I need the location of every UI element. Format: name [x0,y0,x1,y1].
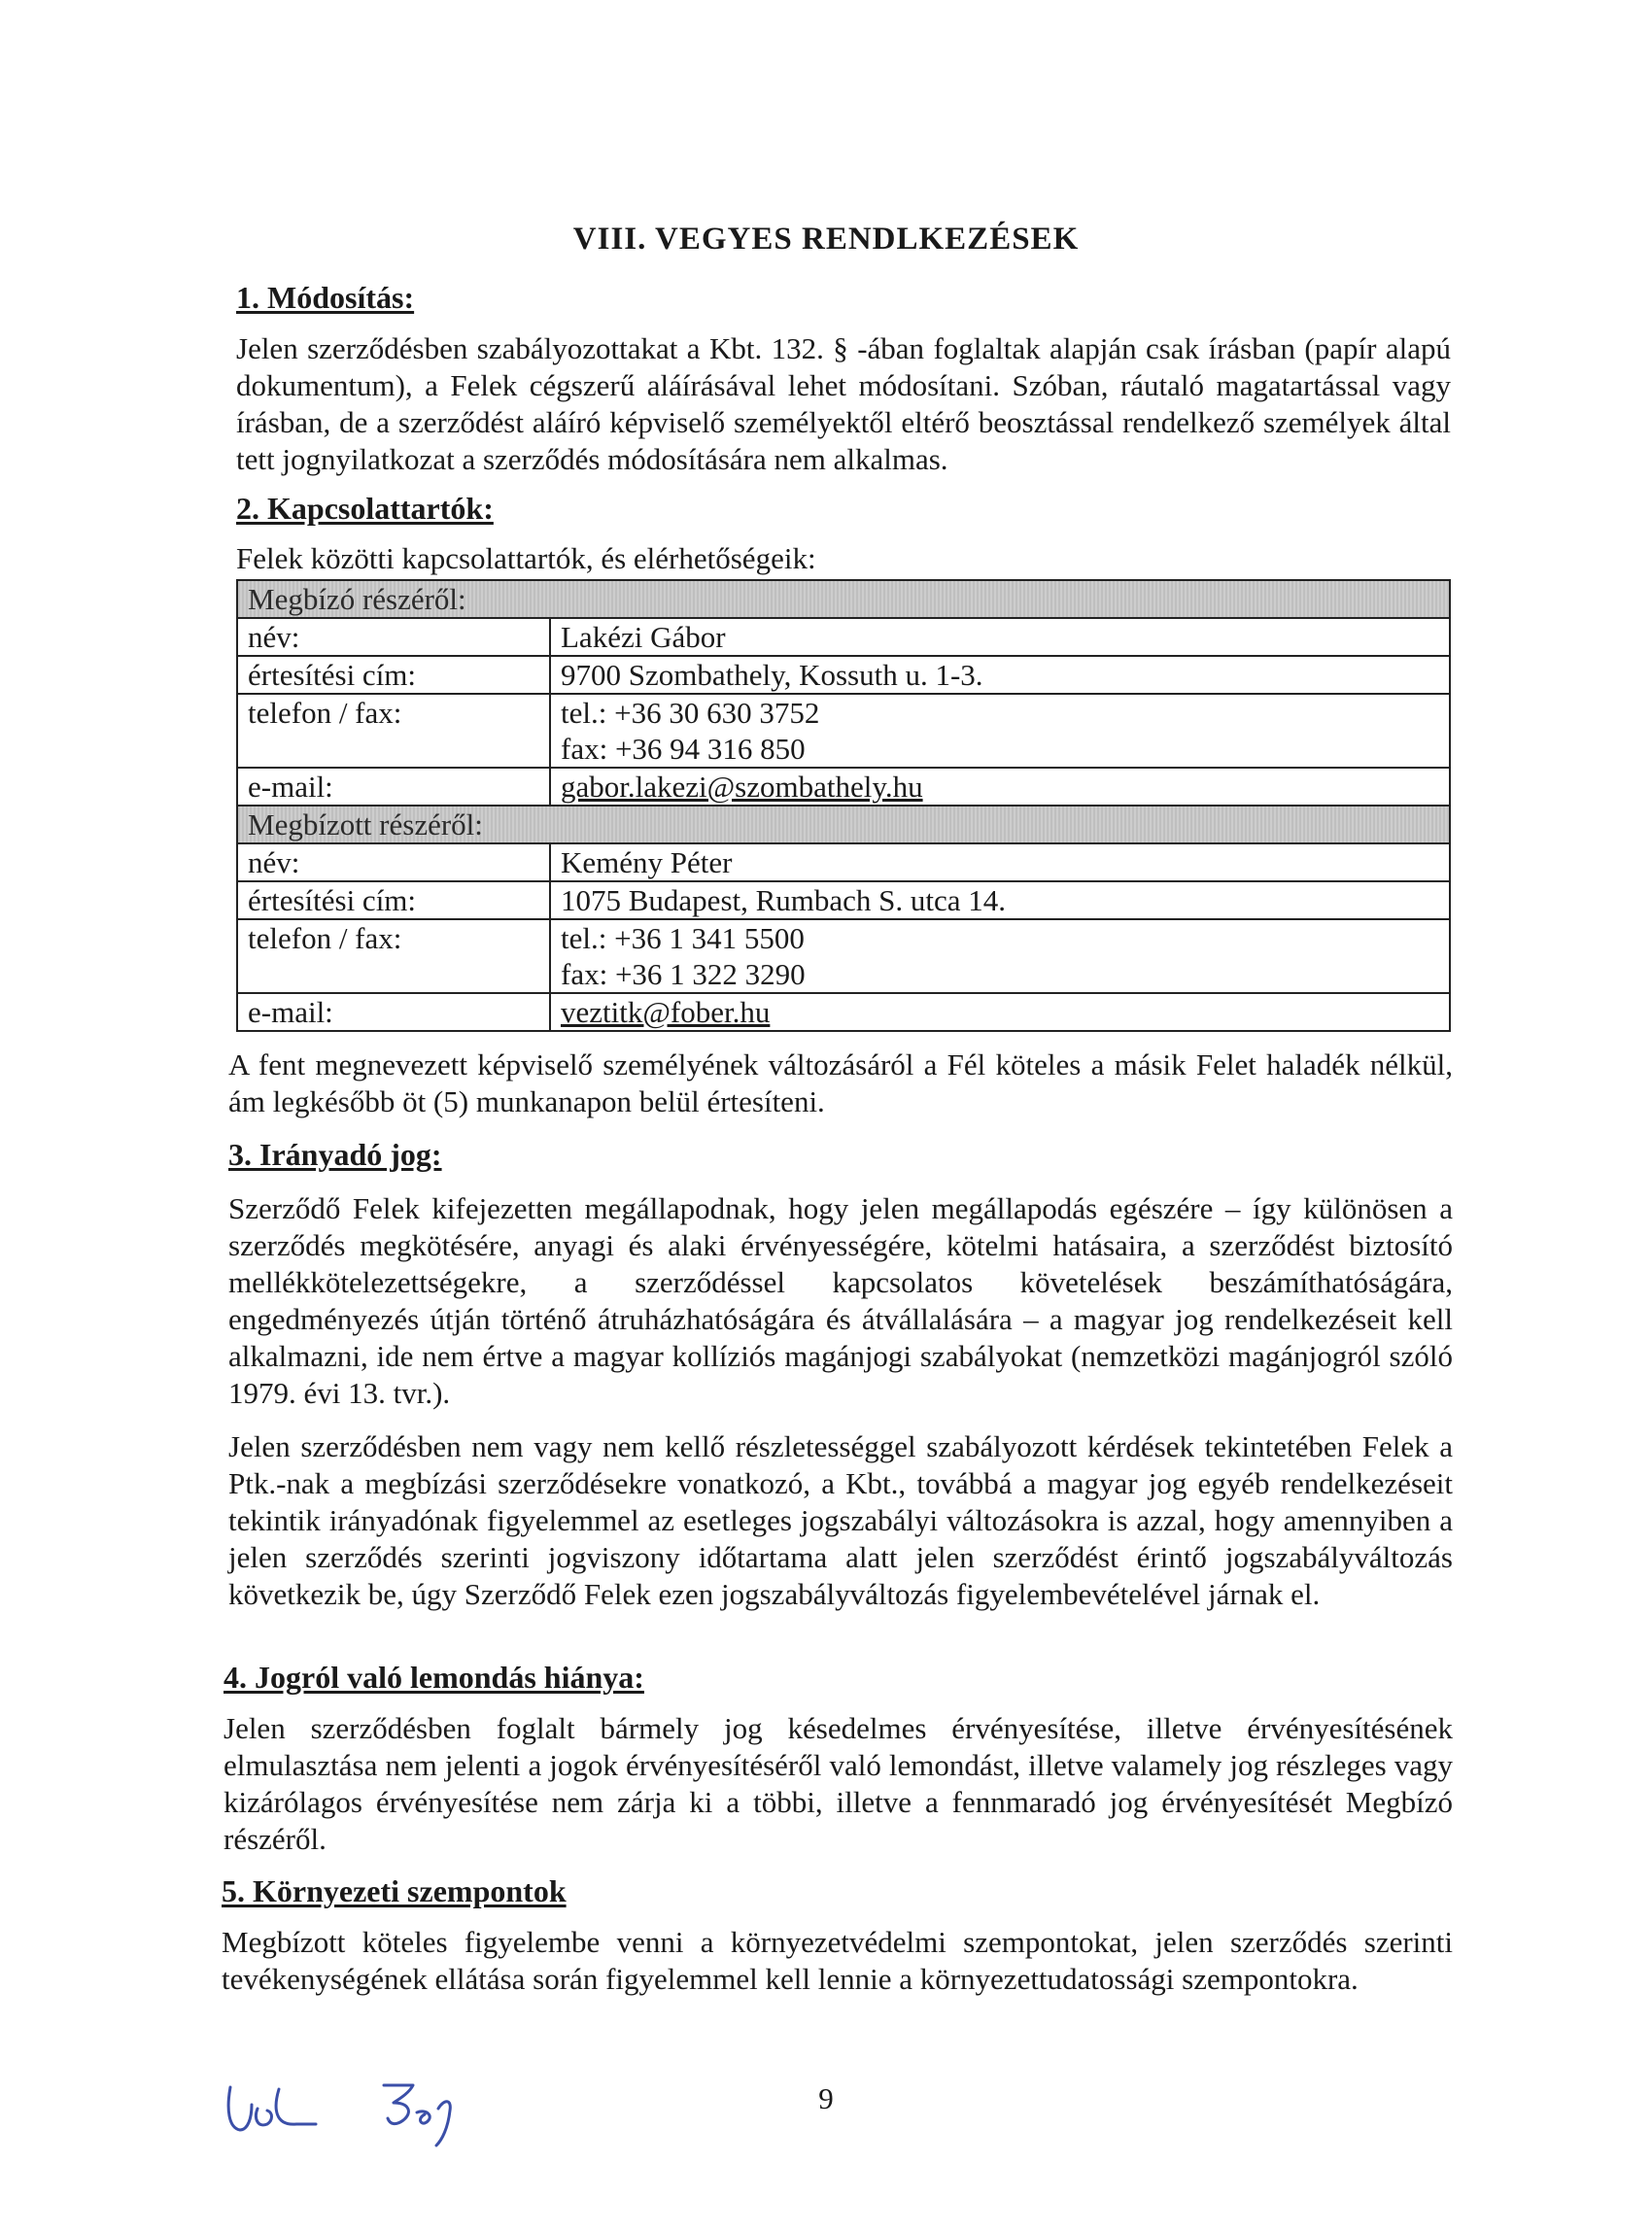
section-heading-waiver: 4. Jogról való lemondás hiánya: [224,1660,644,1695]
contacts-table [236,579,1451,1032]
table-row [237,993,1450,1031]
paragraph-modification: Jelen szerződésben szabályozottakat a Kbt. 132. § -ában foglaltak alapján csak írásban (papír alapú dokumentum), a Felek cégszerű aláírásával lehet módosítani. Szóban, ráutaló magatartással vagy írásban, de a szerződést aláíró képviselő személyektől eltérő beosztással rendelkező személyek által tett jognyilatkozat a szerződés módosítására nem alkalmas. [236,331,1451,476]
chapter-title: VIII. VEGYES RENDLKEZÉSEK [572,222,1080,257]
client-email-cell [550,768,1450,806]
table-row [237,618,1450,656]
client-email-label: e-mail: [237,768,550,806]
client-group-label: Megbízó részéről: [237,580,1450,618]
table-row [237,806,1450,843]
client-phone-label: telefon / fax: [237,694,550,768]
section-heading-contacts: 2. Kapcsolattartók: [236,491,494,526]
contacts-intro: Felek közötti kapcsolattartók, és elérhetőségeik: [236,541,816,575]
contractor-tel: tel.: +36 1 341 5500 [561,921,805,955]
contractor-name-label: név: [237,843,550,881]
client-email-link[interactable]: gabor.lakezi@szombathely.hu [561,770,923,804]
contractor-phone-label: telefon / fax: [237,919,550,993]
client-address-label: értesítési cím: [237,656,550,694]
table-row [237,843,1450,881]
contractor-address: 1075 Budapest, Rumbach S. utca 14. [550,881,1450,919]
table-row [237,656,1450,694]
client-tel: tel.: +36 30 630 3752 [561,696,820,730]
paragraph-governing-law-1: Szerződő Felek kifejezetten megállapodnak, hogy jelen megállapodás egészére – így különösen a szerződés megkötésére, anyagi és alaki érvényességére, kötelmi hatásaira, a szerződést biztosító mellékkötelezettségekre, a szerződéssel kapcsolatos követelések beszámíthatóságára, engedményezés útján történő átruházhatóságára és átvállalására – a magyar jog rendelkezéseit kell alkalmazni, ide nem értve a magyar kollíziós magánjogi szabályokat (nemzetközi magánjogról szóló 1979. évi 13. tvr.). [228,1191,1453,1410]
contractor-fax: fax: +36 1 322 3290 [561,957,806,991]
table-row [237,768,1450,806]
page-number: 9 [818,2081,834,2115]
table-row [237,881,1450,919]
paragraph-waiver: Jelen szerződésben foglalt bármely jog késedelmes érvényesítése, illetve érvényesítésének elmulasztása nem jelenti a jogok érvényesítéséről való lemondást, illetve valamely jog részleges vagy kizárólagos érvényesítése nem zárja ki a többi, illetve a fennmaradó jog érvényesítését Megbízó részéről. [224,1711,1453,1856]
client-name: Lakézi Gábor [550,618,1450,656]
table-row [237,919,1450,993]
contractor-name: Kemény Péter [550,843,1450,881]
client-name-label: név: [237,618,550,656]
section-heading-environment: 5. Környezeti szempontok [222,1873,567,1908]
client-fax: fax: +36 94 316 850 [561,732,806,766]
client-phone-cell [550,694,1450,768]
contractor-group-label: Megbízott részéről: [237,806,1450,843]
contractor-email-label: e-mail: [237,993,550,1031]
contractor-phone-cell [550,919,1450,993]
section-heading-modification: 1. Módosítás: [236,280,415,315]
contractor-email-link[interactable]: veztitk@fober.hu [561,995,771,1029]
paragraph-governing-law-2: Jelen szerződésben nem vagy nem kellő részletességgel szabályozott kérdések tekintetében Felek a Ptk.-nak a megbízási szerződésekre vonatkozó, a Kbt., továbbá a magyar jog egyéb rendelkezéseit tekintik irányadónak figyelemmel az esetleges jogszabályi változásokra is azzal, hogy amennyiben a jelen szerződés szerinti jogviszony időtartama alatt jelen szerződést érintő jogszabályváltozás következik be, úgy Szerződő Felek ezen jogszabályváltozás figyelembevételével járnak el. [228,1429,1453,1611]
paragraph-contacts-change: A fent megnevezett képviselő személyének változásáról a Fél köteles a másik Felet haladék nélkül, ám legkésőbb öt (5) munkanapon belül értesíteni. [228,1047,1453,1118]
section-heading-governing-law: 3. Irányadó jog: [228,1137,442,1172]
contractor-address-label: értesítési cím: [237,881,550,919]
table-row [237,580,1450,618]
table-row [237,694,1450,768]
contractor-email-cell [550,993,1450,1031]
client-address: 9700 Szombathely, Kossuth u. 1-3. [550,656,1450,694]
paragraph-environment: Megbízott köteles figyelembe venni a környezetvédelmi szempontokat, jelen szerződés szerinti tevékenységének ellátása során figyelemmel kell lennie a környezettudatossági szempontokra. [222,1925,1453,1996]
